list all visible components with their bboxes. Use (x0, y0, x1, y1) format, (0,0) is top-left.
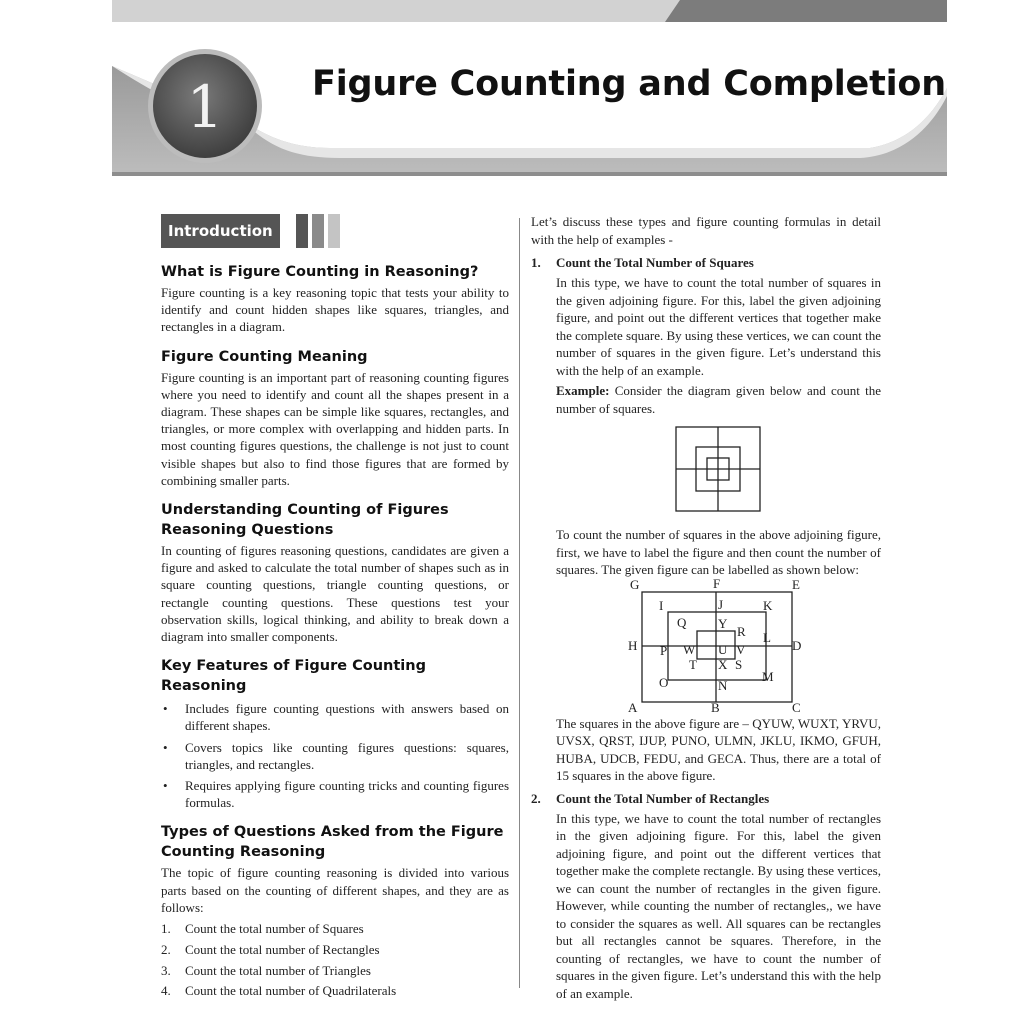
label-q: Q (677, 614, 687, 630)
section-text: To count the number of squares in the above adjoining figure, first, we have to label the figure and then count the number of squares. The given figure can be labelled as shown below: (556, 527, 881, 577)
label-g: G (630, 578, 640, 592)
section-text: Figure counting is a key reasoning topic that tests your ability to identify and count hidden shapes like squares, triangles, and rectangles in a diagram. (161, 285, 509, 335)
label-k: K (763, 597, 773, 613)
label-i: I (659, 597, 664, 613)
section-text: In counting of figures reasoning questions, candidates are given a figure and asked to calculate the total number of shapes such as in square counting questions, triangle counting questions, or rectangle counting questions. These questions test your observation skills, logical thinking, and ability to break down a diagram into smaller components. (161, 543, 509, 645)
section-heading: Types of Questions Asked from the Figure Counting Reasoning (161, 824, 504, 861)
subsection-heading: 2. Count the Total Number of Rectangles (531, 790, 770, 806)
answer-text: The squares in the above figure are – QYUW, WUXT, YRVU, UVSX, QRST, IJUP, PUNO, ULMN, JKLU, IKMO, GFUH, HUBA, UDCB, FEDU, and GECA. Thus, there are a total of 15 squares in the above figure. (556, 715, 881, 783)
introduction-heading (161, 214, 509, 248)
lead-text: Let’s discuss these types and figure counting formulas in detail with the help of examples - (531, 214, 881, 247)
label-o: O (659, 674, 669, 690)
section-text: The topic of figure counting reasoning is divided into various parts based on the counting of different shapes, and they are as follows: (161, 865, 509, 915)
label-h: H (628, 637, 638, 653)
label-m: M (762, 668, 774, 684)
list-item: • Requires applying figure counting tricks and counting figures formulas. (163, 778, 509, 811)
label-f: F (713, 578, 721, 591)
label-s: S (735, 656, 743, 672)
section-heading: Figure Counting Meaning (161, 348, 368, 365)
bullet-icon: • (163, 739, 168, 755)
label-a: A (628, 699, 638, 713)
bullet-icon: • (163, 701, 168, 717)
question-types-list (161, 920, 509, 1000)
label-u: U (718, 641, 728, 657)
example-text: Example: Consider the diagram given below and count the number of squares. (556, 383, 881, 416)
chapter-title: Figure Counting and Completion (312, 64, 946, 104)
label-y: Y (718, 615, 728, 631)
section-text: In this type, we have to count the total number of rectangles in the given adjoining figure. For this, label the given adjoining figure, and point out the different vertices that together make the complete rectangle. By using these vertices, we can count the number of rectangles in the given figure. However, while counting the number of rectangles,, we have to consider the squares as well. All squares can be rectangles but all rectangles cannot be squares. Therefore, in the counting of rectangles, we have to count the number of squares in the given figure. Let’s understand this with the help of an example. (556, 810, 881, 1001)
section-heading: What is Figure Counting in Reasoning? (161, 264, 479, 280)
label-r: R (737, 623, 746, 639)
label-d: D (792, 637, 802, 653)
list-item: • Includes figure counting questions with answers based on different shapes. (163, 701, 509, 734)
label-p: P (660, 642, 668, 658)
label-n: N (718, 677, 728, 693)
left-column (161, 214, 509, 1003)
key-features-list (161, 700, 509, 811)
section-heading: Understanding Counting of Figures Reasoning Questions (161, 502, 449, 539)
chapter-number: 1 (186, 73, 224, 141)
label-l: L (763, 629, 771, 645)
list-item: 3. Count the total number of Triangles (161, 962, 371, 978)
list-item: 2. Count the total number of Rectangles (161, 941, 380, 957)
labelled-squares-figure (556, 579, 881, 713)
label-x: X (718, 656, 728, 672)
label-j: J (718, 596, 724, 612)
list-item: • Covers topics like counting figures questions: squares, triangles, and rectangles. (163, 739, 509, 772)
section-text: In this type, we have to count the total number of squares in the given adjoining figure. For this, label the given adjoining figure, and point out the different vertices that together make the complete square. By using these vertices, we can count the number of squares in the given figure. Let’s understand this with the help of an example. (556, 275, 881, 378)
label-v: V (736, 641, 746, 657)
subsection-heading: 1. Count the Total Number of Squares (531, 255, 754, 270)
label-w: W (683, 641, 696, 657)
decorative-bars (296, 214, 344, 248)
label-c: C (792, 699, 801, 713)
column-divider (519, 218, 520, 988)
bullet-icon: • (163, 778, 168, 794)
label-b: B (711, 699, 720, 713)
squares-figure (556, 424, 881, 520)
section-text: Figure counting is an important part of reasoning counting figures where you need to identify and count all the shapes present in a diagram. These shapes can be simple like squares, rectangles, and triangles, or more complex with overlapping and hidden parts. In most counting figures questions, the challenge is not just to count visible shapes but also to find those figures that are formed by combining smaller parts. (161, 369, 509, 488)
label-t: T (689, 656, 697, 672)
list-item: 4. Count the total number of Quadrilaterals (161, 983, 397, 999)
list-item: 1. Count the total number of Squares (161, 921, 364, 937)
label-e: E (792, 578, 800, 592)
introduction-label: Introduction (161, 214, 280, 248)
right-column (531, 213, 881, 1002)
section-heading: Key Features of Figure Counting Reasoning (161, 658, 426, 695)
